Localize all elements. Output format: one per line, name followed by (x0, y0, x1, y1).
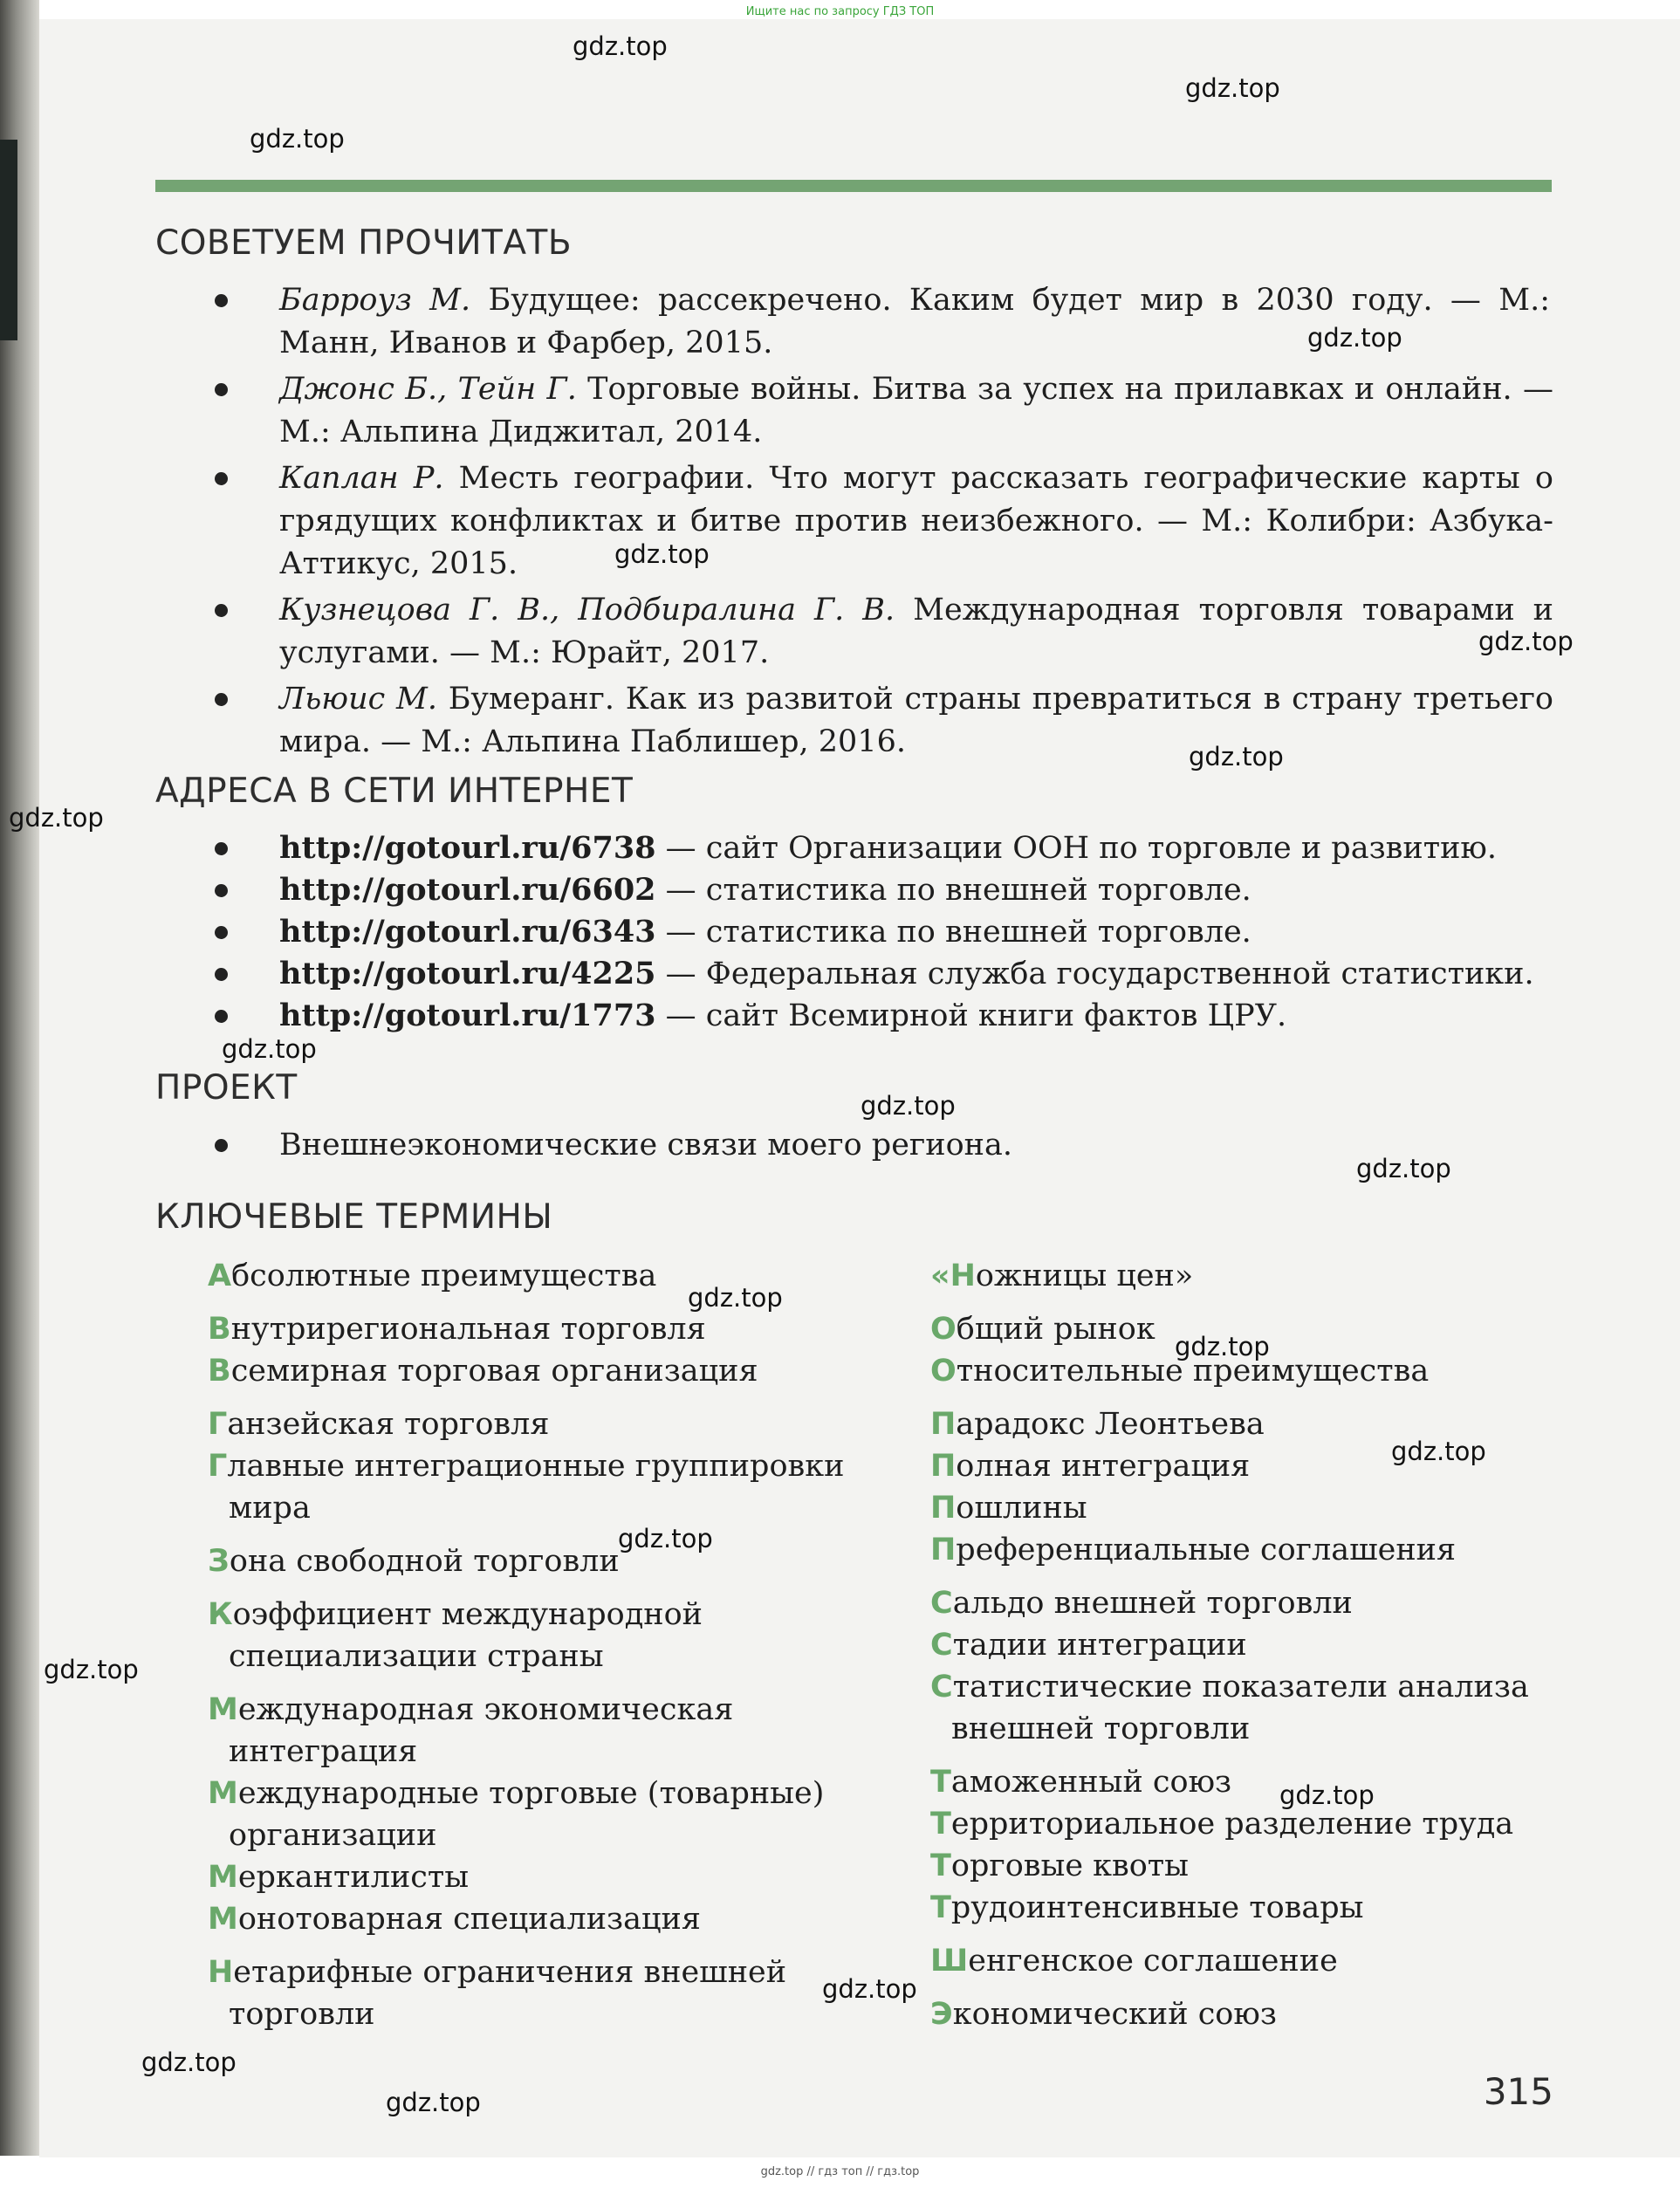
footer-note[interactable]: gdz.top // гдз топ // гдз.top (760, 2165, 920, 2178)
list-item: Внешнеэкономические связи моего региона. (155, 1124, 1553, 1166)
list-item: http://gotourl.ru/4225 — Федеральная служба государственной статистики. (155, 953, 1553, 995)
internet-heading: АДРЕСА В СЕТИ ИНТЕРНЕТ (155, 772, 634, 811)
term-item: Ганзейская торговля (208, 1407, 550, 1442)
link-url[interactable]: http://gotourl.ru/4225 (279, 956, 656, 991)
watermark: gdz.top (1279, 1780, 1375, 1810)
link-url[interactable]: http://gotourl.ru/1773 (279, 998, 656, 1033)
watermark: gdz.top (1391, 1437, 1486, 1466)
term-item: Полная интеграция (930, 1449, 1251, 1484)
link-url[interactable]: http://gotourl.ru/6602 (279, 872, 656, 908)
term-item: Территориальное разделение труда (930, 1807, 1514, 1842)
list-item: Кузнецова Г. В., Подбиралина Г. В. Международная торговля товарами и услугами. — М.: Юрайт, 2017. (155, 589, 1553, 675)
term-item: Всемирная торговая организация (208, 1354, 758, 1389)
watermark: gdz.top (250, 124, 345, 154)
term-item: Общий рынок (930, 1312, 1155, 1347)
watermark: gdz.top (1307, 323, 1402, 353)
terms-heading: КЛЮЧЕВЫЕ ТЕРМИНЫ (155, 1197, 553, 1237)
list-item: http://gotourl.ru/6738 — сайт Организации ООН по торговле и развитию. (155, 827, 1553, 869)
term-item: Меркантилисты (208, 1860, 470, 1895)
term-item: Торговые квоты (930, 1848, 1190, 1883)
watermark: gdz.top (141, 2047, 237, 2077)
watermark: gdz.top (614, 539, 710, 569)
watermark: gdz.top (386, 2088, 481, 2117)
watermark: gdz.top (688, 1283, 783, 1313)
term-item: Стадии интеграции (930, 1628, 1247, 1663)
project-list (155, 1124, 1553, 1166)
term-item: Относительные преимущества (930, 1354, 1430, 1389)
term-item: Абсолютные преимущества (208, 1259, 657, 1293)
watermark: gdz.top (1175, 1332, 1270, 1361)
term-item: Монотоварная специализация (208, 1902, 701, 1937)
watermark: gdz.top (9, 803, 104, 833)
page-number: 315 (1483, 2070, 1553, 2113)
watermark: gdz.top (573, 31, 668, 61)
section-divider-rule (155, 180, 1552, 192)
list-item: Джонс Б., Тейн Г. Торговые войны. Битва за успех на прилавках и онлайн. — М.: Альпина Диджитал, 2014. (155, 368, 1553, 454)
watermark: gdz.top (822, 1974, 917, 2004)
term-item: «Ножницы цен» (930, 1259, 1194, 1293)
term-item: Преференциальные соглашения (930, 1533, 1457, 1567)
terms-right-column (930, 1255, 1559, 2035)
list-item: Льюис М. Бумеранг. Как из развитой страны превратиться в страну третьего мира. — М.: Альпина Паблишер, 2016. (155, 678, 1553, 764)
watermark: gdz.top (222, 1034, 317, 1064)
link-url[interactable]: http://gotourl.ru/6343 (279, 914, 656, 950)
watermark: gdz.top (861, 1091, 956, 1121)
term-item: Зона свободной торговли (208, 1544, 620, 1579)
term-item: Статистические показатели анализа внешней торговли (930, 1670, 1529, 1746)
list-item: http://gotourl.ru/6343 — статистика по внешней торговле. (155, 911, 1553, 953)
list-item: http://gotourl.ru/6602 — статистика по внешней торговле. (155, 869, 1553, 911)
term-item: Пошлины (930, 1491, 1087, 1526)
term-item: Шенгенское соглашение (930, 1944, 1338, 1979)
watermark: gdz.top (618, 1524, 713, 1554)
watermark: gdz.top (1478, 627, 1574, 656)
project-heading: ПРОЕКТ (155, 1068, 298, 1108)
watermark: gdz.top (44, 1655, 139, 1684)
term-item: Международная экономическая интеграция (208, 1692, 734, 1769)
header-note[interactable]: Ищите нас по запросу ГДЗ ТОП (745, 5, 935, 18)
terms-left-column (208, 1255, 854, 2035)
term-item: Коэффициент международной специализации страны (208, 1597, 703, 1674)
list-item: Барроуз М. Будущее: рассекречено. Каким будет мир в 2030 году. — М.: Манн, Иванов и Фарбер, 2015. (155, 279, 1553, 365)
term-item: Нетарифные ограничения внешней торговли (208, 1955, 787, 2032)
watermark: gdz.top (1356, 1154, 1451, 1183)
term-item: Внутрирегиональная торговля (208, 1312, 706, 1347)
watermark: gdz.top (1185, 73, 1280, 103)
term-item: Парадокс Леонтьева (930, 1407, 1265, 1442)
list-item: Каплан Р. Месть географии. Что могут рассказать географические карты о грядущих конфликтах и битве против неизбежного. — М.: Колибри: Азбука-Аттикус, 2015. (155, 457, 1553, 586)
term-item: Трудоинтенсивные товары (930, 1890, 1364, 1925)
term-item: Таможенный союз (930, 1765, 1232, 1800)
internet-list (155, 827, 1553, 1037)
term-item: Международные торговые (товарные) организации (208, 1776, 825, 1853)
term-item: Главные интеграционные группировки мира (208, 1449, 845, 1526)
link-url[interactable]: http://gotourl.ru/6738 (279, 830, 656, 866)
term-item: Сальдо внешней торговли (930, 1586, 1353, 1621)
term-item: Экономический союз (930, 1997, 1277, 2032)
watermark: gdz.top (1189, 742, 1284, 772)
page-spine-edge (0, 0, 39, 2156)
list-item: http://gotourl.ru/1773 — сайт Всемирной книги фактов ЦРУ. (155, 995, 1553, 1037)
reading-heading: СОВЕТУЕМ ПРОЧИТАТЬ (155, 223, 573, 263)
